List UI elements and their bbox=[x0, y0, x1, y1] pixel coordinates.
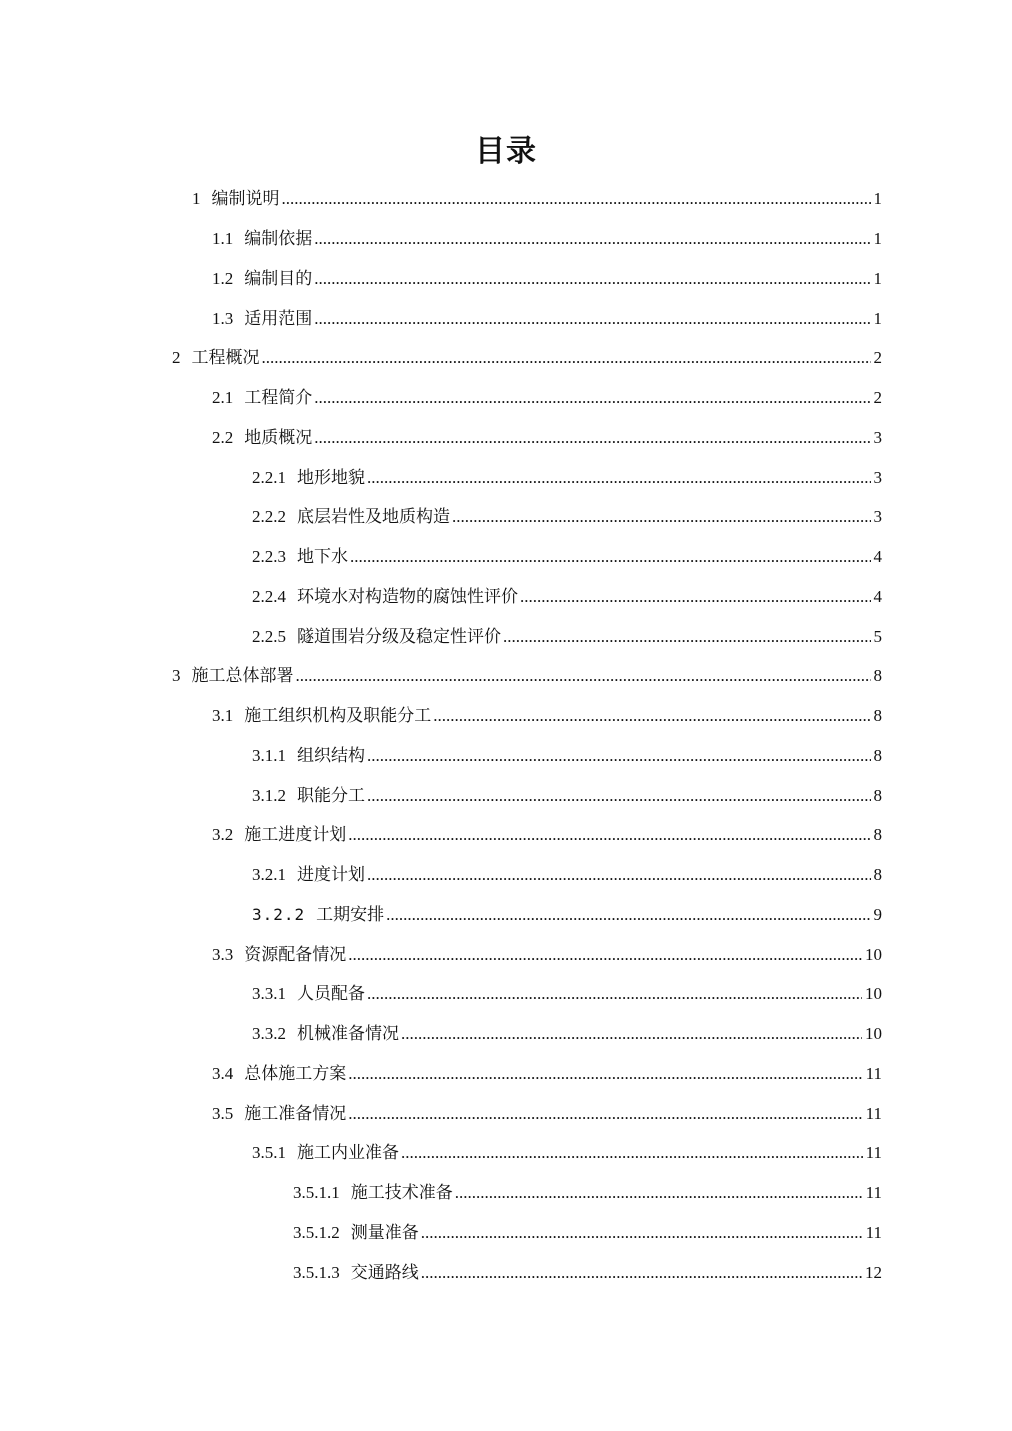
toc-entry-page: 1 bbox=[873, 229, 882, 248]
toc-entry-number: 1.3 bbox=[212, 309, 234, 328]
toc-entry[interactable] bbox=[172, 347, 882, 369]
toc-entry[interactable] bbox=[212, 1103, 882, 1125]
toc-dot-leader bbox=[314, 308, 870, 330]
toc-entry-number: 3.2.2 bbox=[252, 905, 306, 924]
toc-entry-number: 1.1 bbox=[212, 229, 234, 248]
toc-entry-page: 5 bbox=[873, 627, 882, 646]
toc-entry-title: 隧道围岩分级及稳定性评价 bbox=[297, 627, 501, 646]
toc-entry-title: 资源配备情况 bbox=[244, 945, 347, 964]
toc-entry[interactable] bbox=[212, 387, 882, 409]
toc-dot-leader bbox=[367, 983, 862, 1005]
toc-entry[interactable] bbox=[252, 586, 882, 608]
toc-entry-number: 1 bbox=[192, 189, 201, 208]
toc-entry[interactable] bbox=[212, 268, 882, 290]
toc-entry-page: 8 bbox=[873, 746, 882, 765]
toc-entry-page: 8 bbox=[873, 706, 882, 725]
toc-entry-number: 3.3 bbox=[212, 945, 234, 964]
toc-dot-leader bbox=[421, 1222, 863, 1244]
toc-entry[interactable] bbox=[212, 228, 882, 250]
toc-entry-page: 11 bbox=[865, 1104, 882, 1123]
toc-entry-title: 适用范围 bbox=[244, 309, 313, 328]
toc-entry[interactable] bbox=[212, 824, 882, 846]
toc-dot-leader bbox=[386, 904, 870, 926]
toc-dot-leader bbox=[367, 745, 871, 767]
toc-entry-number: 3.5.1.3 bbox=[293, 1263, 340, 1282]
toc-entry-title: 组织结构 bbox=[297, 746, 365, 765]
toc-entry-number: 3 bbox=[172, 666, 181, 685]
toc-dot-leader bbox=[314, 427, 870, 449]
toc-dot-leader bbox=[314, 387, 870, 409]
toc-entry-title: 职能分工 bbox=[297, 786, 365, 805]
toc-entry-page: 10 bbox=[865, 945, 882, 964]
toc-dot-leader bbox=[314, 268, 870, 290]
toc-entry-title: 工期安排 bbox=[316, 905, 385, 924]
toc-entry[interactable] bbox=[212, 705, 882, 727]
toc-entry-page: 12 bbox=[865, 1263, 882, 1282]
toc-entry-title: 地下水 bbox=[297, 547, 348, 566]
toc-entry-page: 1 bbox=[873, 189, 882, 208]
toc-entry-title: 施工内业准备 bbox=[297, 1143, 399, 1162]
toc-title: 目录 bbox=[475, 135, 537, 168]
toc-entry-page: 1 bbox=[873, 309, 882, 328]
toc-entry-title: 工程简介 bbox=[244, 388, 313, 407]
toc-entry[interactable] bbox=[293, 1222, 882, 1244]
toc-entry-page: 11 bbox=[865, 1183, 882, 1202]
toc-entry-title: 进度计划 bbox=[297, 865, 365, 884]
toc-entry-number: 2 bbox=[172, 348, 181, 367]
toc-entry[interactable] bbox=[192, 188, 882, 210]
toc-entry-page: 10 bbox=[865, 984, 882, 1003]
toc-entry[interactable] bbox=[293, 1262, 882, 1284]
toc-entry-page: 3 bbox=[873, 468, 882, 487]
toc-entry-number: 2.2.4 bbox=[252, 587, 286, 606]
toc-dot-leader bbox=[401, 1142, 863, 1164]
toc-entry-number: 2.2.3 bbox=[252, 547, 286, 566]
toc-dot-leader bbox=[421, 1262, 862, 1284]
toc-entry[interactable] bbox=[212, 427, 882, 449]
toc-dot-leader bbox=[401, 1023, 862, 1045]
toc-entry[interactable] bbox=[172, 665, 882, 687]
toc-entry-title: 施工组织机构及职能分工 bbox=[244, 706, 432, 725]
toc-dot-leader bbox=[348, 824, 870, 846]
toc-dot-leader bbox=[520, 586, 871, 608]
toc-entry-title: 施工技术准备 bbox=[350, 1183, 453, 1202]
toc-entry[interactable] bbox=[212, 308, 882, 330]
toc-entry-number: 2.2.2 bbox=[252, 507, 286, 526]
toc-entry-page: 8 bbox=[873, 825, 882, 844]
toc-entry-title: 编制依据 bbox=[244, 229, 313, 248]
toc-entry-page: 3 bbox=[873, 507, 882, 526]
toc-entry-number: 3.5 bbox=[212, 1104, 234, 1123]
toc-entry[interactable] bbox=[252, 467, 882, 489]
toc-dot-leader bbox=[433, 705, 870, 727]
toc-dot-leader bbox=[350, 546, 871, 568]
toc-dot-leader bbox=[262, 347, 871, 369]
toc-entry-title: 编制说明 bbox=[211, 189, 280, 208]
toc-dot-leader bbox=[348, 1103, 862, 1125]
toc-entry[interactable] bbox=[252, 904, 882, 926]
toc-entry-number: 3.4 bbox=[212, 1064, 234, 1083]
toc-dot-leader bbox=[282, 188, 871, 210]
toc-entry-number: 1.2 bbox=[212, 269, 234, 288]
toc-dot-leader bbox=[452, 506, 871, 528]
toc-entry[interactable] bbox=[212, 1063, 882, 1085]
toc-entry[interactable] bbox=[252, 546, 882, 568]
toc-entry-page: 10 bbox=[865, 1024, 882, 1043]
toc-entry[interactable] bbox=[252, 506, 882, 528]
toc-entry-title: 工程概况 bbox=[191, 348, 260, 367]
toc-entry-title: 总体施工方案 bbox=[244, 1064, 347, 1083]
toc-entry-number: 3.5.1.1 bbox=[293, 1183, 340, 1202]
toc-entry-number: 2.1 bbox=[212, 388, 234, 407]
toc-entry[interactable] bbox=[252, 983, 882, 1005]
toc-dot-leader bbox=[296, 665, 871, 687]
toc-entry[interactable] bbox=[212, 944, 882, 966]
toc-entry-page: 2 bbox=[873, 388, 882, 407]
toc-entry[interactable] bbox=[293, 1182, 882, 1204]
toc-entry-page: 1 bbox=[873, 269, 882, 288]
toc-entry-number: 3.3.1 bbox=[252, 984, 286, 1003]
toc-entry-title: 地质概况 bbox=[244, 428, 313, 447]
toc-entry[interactable] bbox=[252, 864, 882, 886]
toc-dot-leader bbox=[367, 785, 871, 807]
toc-entry-number: 2.2.5 bbox=[252, 627, 286, 646]
toc-entry-page: 8 bbox=[873, 666, 882, 685]
toc-entry-title: 地形地貌 bbox=[297, 468, 365, 487]
toc-entry-title: 环境水对构造物的腐蚀性评价 bbox=[297, 587, 518, 606]
toc-entry-number: 3.2.1 bbox=[252, 865, 286, 884]
toc-entry-number: 3.3.2 bbox=[252, 1024, 286, 1043]
toc-dot-leader bbox=[314, 228, 870, 250]
toc-entry-number: 3.5.1 bbox=[252, 1143, 286, 1162]
toc-entry-page: 8 bbox=[873, 786, 882, 805]
toc-entry-title: 编制目的 bbox=[244, 269, 313, 288]
toc-entry-page: 11 bbox=[865, 1143, 882, 1162]
toc-entry-title: 施工准备情况 bbox=[244, 1104, 347, 1123]
toc-entry-page: 3 bbox=[873, 428, 882, 447]
toc-entry-page: 4 bbox=[873, 547, 882, 566]
toc-entry-number: 3.2 bbox=[212, 825, 234, 844]
toc-dot-leader bbox=[503, 626, 871, 648]
toc-entry-title: 施工进度计划 bbox=[244, 825, 347, 844]
toc-entry-page: 8 bbox=[873, 865, 882, 884]
toc-entry-number: 2.2 bbox=[212, 428, 234, 447]
toc-dot-leader bbox=[455, 1182, 863, 1204]
toc-entry-page: 11 bbox=[865, 1223, 882, 1242]
toc-entry-number: 3.1 bbox=[212, 706, 234, 725]
toc-entry[interactable] bbox=[252, 785, 882, 807]
toc-entry-page: 11 bbox=[865, 1064, 882, 1083]
toc-entry-title: 施工总体部署 bbox=[191, 666, 294, 685]
toc-entry-page: 2 bbox=[873, 348, 882, 367]
toc-dot-leader bbox=[348, 1063, 862, 1085]
toc-entry[interactable] bbox=[252, 1023, 882, 1045]
toc-dot-leader bbox=[367, 467, 871, 489]
toc-entry-number: 3.1.2 bbox=[252, 786, 286, 805]
toc-entry-number: 2.2.1 bbox=[252, 468, 286, 487]
toc-entry-number: 3.5.1.2 bbox=[293, 1223, 340, 1242]
toc-entry-page: 4 bbox=[873, 587, 882, 606]
toc-entry-title: 测量准备 bbox=[350, 1223, 419, 1242]
toc-entry[interactable] bbox=[252, 745, 882, 767]
toc-dot-leader bbox=[348, 944, 862, 966]
toc-entry[interactable] bbox=[252, 626, 882, 648]
toc-entry-title: 底层岩性及地质构造 bbox=[297, 507, 450, 526]
toc-dot-leader bbox=[367, 864, 871, 886]
toc-entry-title: 机械准备情况 bbox=[297, 1024, 399, 1043]
toc-entry-title: 人员配备 bbox=[297, 984, 365, 1003]
toc-entry-number: 3.1.1 bbox=[252, 746, 286, 765]
toc-entry[interactable] bbox=[252, 1142, 882, 1164]
toc-entry-title: 交通路线 bbox=[350, 1263, 419, 1282]
toc-entry-page: 9 bbox=[873, 905, 882, 924]
